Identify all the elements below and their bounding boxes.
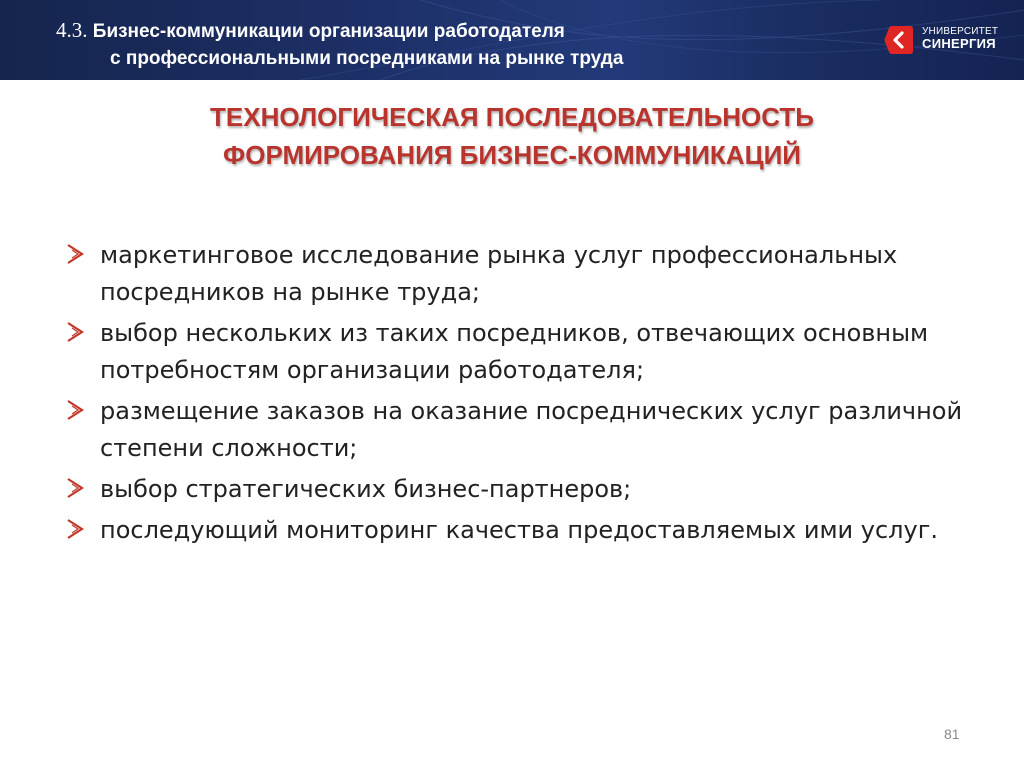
chevron-arrow-icon xyxy=(64,398,88,422)
slide-heading xyxy=(0,98,1024,174)
list-item xyxy=(60,393,980,467)
list-item-text: выбор стратегических бизнес-партнеров; xyxy=(100,475,632,503)
chevron-arrow-icon xyxy=(64,320,88,344)
section-number: 4.3. xyxy=(56,18,88,42)
header-title-line1: Бизнес-коммуникации организации работодателя xyxy=(92,21,565,42)
logo-text-university: УНИВЕРСИТЕТ xyxy=(922,26,999,37)
header-band xyxy=(0,0,1024,80)
bullet-list xyxy=(60,237,980,553)
list-item-text: размещение заказов на оказание посреднических услуг различной степени сложности; xyxy=(100,397,963,462)
list-item xyxy=(60,471,980,508)
slide-heading-line1: ТЕХНОЛОГИЧЕСКАЯ ПОСЛЕДОВАТЕЛЬНОСТЬ xyxy=(210,102,814,132)
list-item-text: маркетинговое исследование рынка услуг профессиональных посредников на рынке труда; xyxy=(100,241,898,306)
list-item xyxy=(60,315,980,389)
list-item xyxy=(60,237,980,311)
list-item-text: выбор нескольких из таких посредников, отвечающих основным потребностям организации работодателя; xyxy=(100,319,929,384)
chevron-arrow-icon xyxy=(64,517,88,541)
page-number: 81 xyxy=(944,726,960,742)
list-item-text: последующий мониторинг качества предоставляемых ими услуг. xyxy=(100,516,938,544)
slide-heading-line2: ФОРМИРОВАНИЯ БИЗНЕС-КОММУНИКАЦИЙ xyxy=(223,140,801,170)
header-title xyxy=(56,17,623,72)
logo-text-synergy: СИНЕРГИЯ xyxy=(922,36,996,51)
header-title-line2: с профессиональными посредниками на рынке труда xyxy=(110,48,624,69)
chevron-arrow-icon xyxy=(64,242,88,266)
synergy-logo-icon xyxy=(884,24,914,56)
list-item xyxy=(60,512,980,549)
chevron-arrow-icon xyxy=(64,476,88,500)
university-logo xyxy=(884,22,1004,62)
